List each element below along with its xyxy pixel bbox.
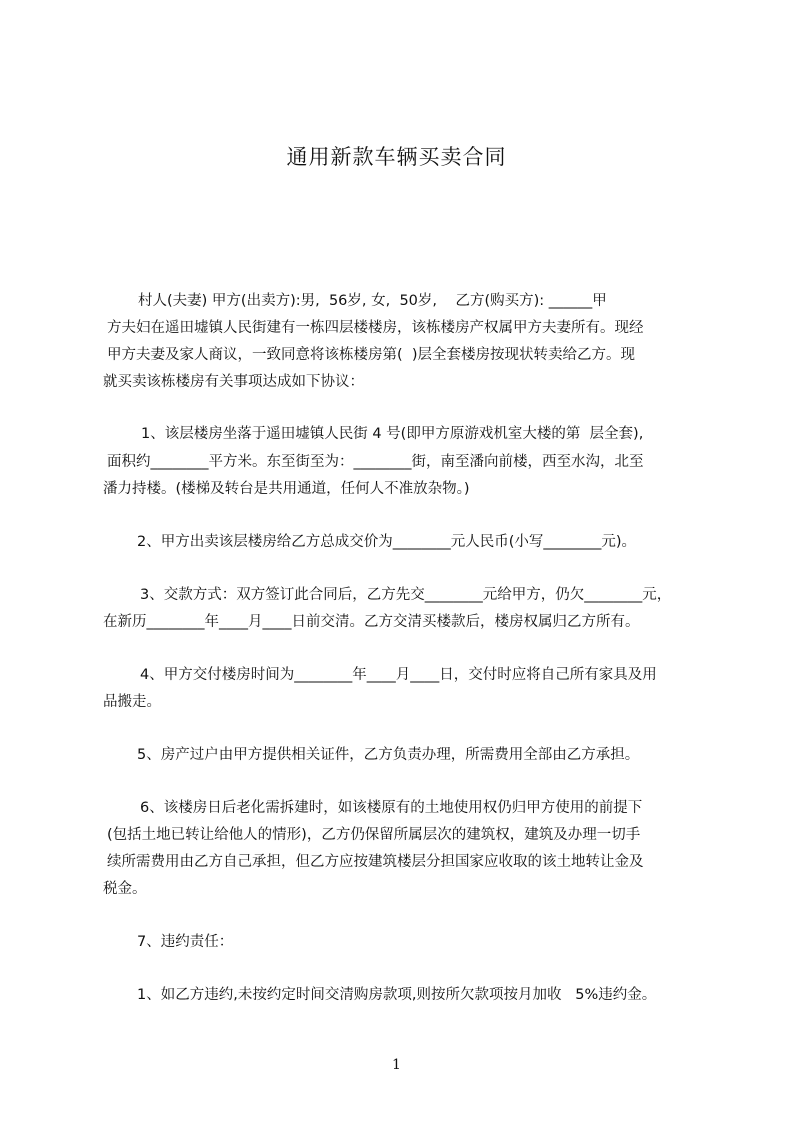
document-title: 通用新款车辆买卖合同 (286, 145, 507, 169)
clause-6-line-2: (包括土地已转让给他人的情形)，乙方仍保留所属层次的建筑权，建筑及办理一切手 (107, 827, 641, 843)
clause-4-line-2: 品搬走。 (103, 694, 161, 710)
clause-6-line-1: 6、该楼房日后老化需拆建时，如该楼原有的土地使用权仍归甲方使用的前提下 (140, 800, 643, 816)
clause-7-item-1: 1、如乙方违约,未按约定时间交清购房款项,则按所欠款项按月加收 5%违约金。 (137, 987, 657, 1003)
clause-6-line-4: 税金。 (103, 881, 147, 897)
intro-line-1: 村人(夫妻) 甲方(出卖方):男, 56岁, 女, 50岁, 乙方(购买方): ______甲 (138, 293, 607, 309)
clause-6-line-3: 续所需费用由乙方自己承担，但乙方应按建筑楼层分担国家应收取的该土地转让金及 (107, 854, 644, 870)
clause-3-line-2: 在新历________年____月____日前交清。乙方交清买楼款后，楼房权属归乙方所有。 (103, 614, 640, 630)
clause-1-line-1: 1、该层楼房坐落于遥田墟镇人民街 4 号(即甲方原游戏机室大楼的第 层全套), (141, 426, 644, 442)
clause-2-line-1: 2、甲方出卖该层楼房给乙方总成交价为________元人民币(小写________元)。 (137, 534, 637, 550)
clause-7-heading: 7、违约责任： (137, 934, 234, 950)
intro-line-4: 就买卖该栋楼房有关事项达成如下协议： (103, 374, 364, 390)
intro-line-3: 甲方夫妻及家人商议，一致同意将该栋楼房第( )层全套楼房按现状转卖给乙方。现 (107, 347, 636, 363)
intro-line-2: 方夫妇在遥田墟镇人民街建有一栋四层楼楼房，该栋楼房产权属甲方夫妻所有。现经 (107, 320, 644, 336)
clause-4-line-1: 4、甲方交付楼房时间为________年____月____日，交付时应将自己所有家具及用 (140, 667, 657, 683)
clause-3-line-1: 3、交款方式：双方签订此合同后，乙方先交________元给甲方，仍欠________元， (140, 587, 672, 603)
page-number: 1 (392, 1057, 401, 1073)
clause-1-line-3: 潘力持楼。(楼梯及转台是共用通道，任何人不准放杂物。) (103, 481, 470, 497)
clause-1-line-2: 面积约________平方米。东至街至为：________街，南至潘向前楼，西至水沟，北至 (107, 454, 644, 470)
clause-5-line-1: 5、房产过户由甲方提供相关证件，乙方负责办理，所需费用全部由乙方承担。 (137, 747, 640, 763)
